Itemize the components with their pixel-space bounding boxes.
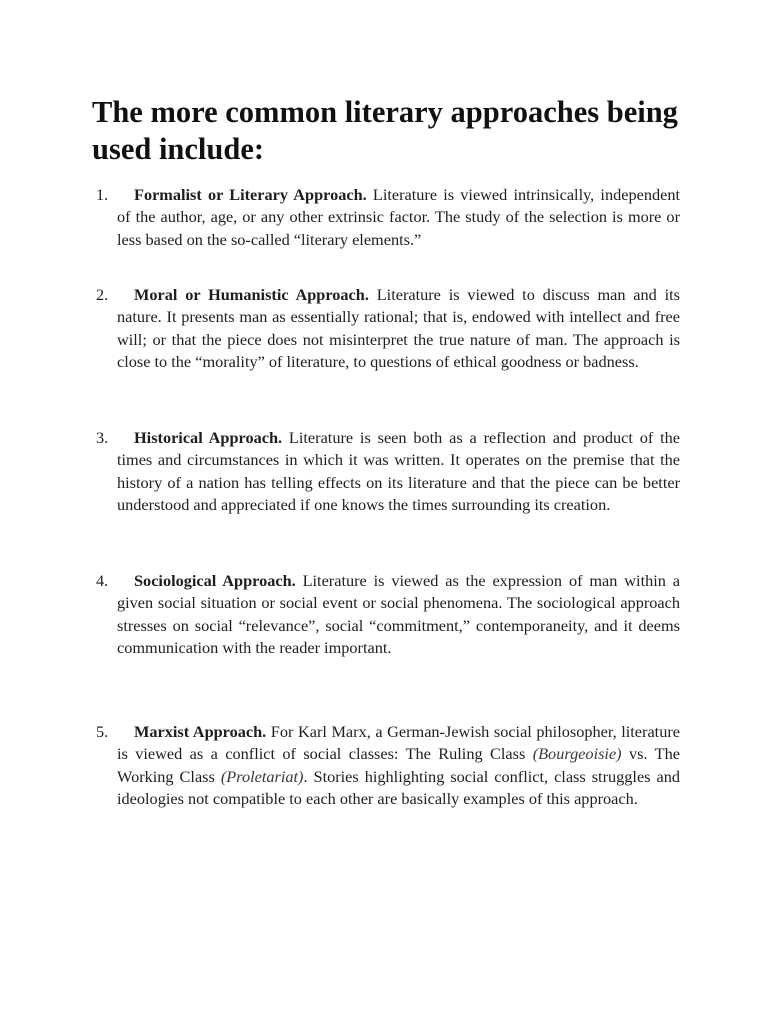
list-item-sociological <box>92 570 680 659</box>
list-item-text <box>117 284 680 373</box>
list-item-text <box>117 427 680 516</box>
list-item-marxist <box>92 721 680 810</box>
approach-name: Formalist or Literary Approach. <box>134 185 367 204</box>
ruling-class-term: (Bourgeoisie) <box>532 744 622 764</box>
list-item-number: 5. <box>96 722 109 741</box>
page-title: The more common literary approaches being used include: <box>92 95 678 166</box>
approach-description: Literature is viewed intrinsically, independent of the author, age, or any other extrinsic factor. The study of the selection is more or less based on the so-called “literary elements.” <box>117 185 680 249</box>
list-item-formalist <box>92 184 680 251</box>
list-item-number: 2. <box>96 285 109 304</box>
approach-description: Literature is viewed as the expression of man within a given social situation or social event or social phenomena. The sociological approach stresses on social “relevance”, social “commitment,” contemporaneity, and it deems communication with the reader important. <box>117 571 680 657</box>
list-item-text <box>117 184 680 251</box>
list-item-text <box>117 721 680 810</box>
list-item-historical <box>92 427 680 516</box>
list-item-text <box>117 570 680 659</box>
approach-name: Sociological Approach. <box>134 571 296 590</box>
approach-name: Marxist Approach. <box>134 722 267 741</box>
approach-name: Historical Approach. <box>134 428 283 447</box>
working-class-term: (Proletariat) <box>220 766 304 786</box>
approach-description: Literature is viewed to discuss man and its nature. It presents man as essentially rational; that is, endowed with intellect and free will; or that the piece does not misinterpret the true nature of man. The approach is close to the “morality” of literature, to questions of ethical goodness or badness. <box>117 285 680 371</box>
list-item-number: 1. <box>96 185 109 204</box>
list-item-number: 3. <box>96 428 109 447</box>
approach-description-part: For Karl Marx, a German-Jewish social philosopher, literature is viewed as a conflict of social classes: The Ruling Class <box>117 722 680 764</box>
approach-name: Moral or Humanistic Approach. <box>134 285 369 304</box>
list-item-moral <box>92 284 680 373</box>
approach-description-part: . Stories highlighting social conflict, class struggles and ideologies not compatible to each other are basically examples of this approach. <box>117 766 681 808</box>
approach-description-part: vs. The Working Class <box>117 744 680 786</box>
approach-description: Literature is seen both as a reflection and product of the times and circumstances in which it was written. It operates on the premise that the history of a nation has telling effects on its literature and that the piece can be better understood and appreciated if one knows the times surrounding its creation. <box>117 428 680 514</box>
list-item-number: 4. <box>96 571 109 590</box>
